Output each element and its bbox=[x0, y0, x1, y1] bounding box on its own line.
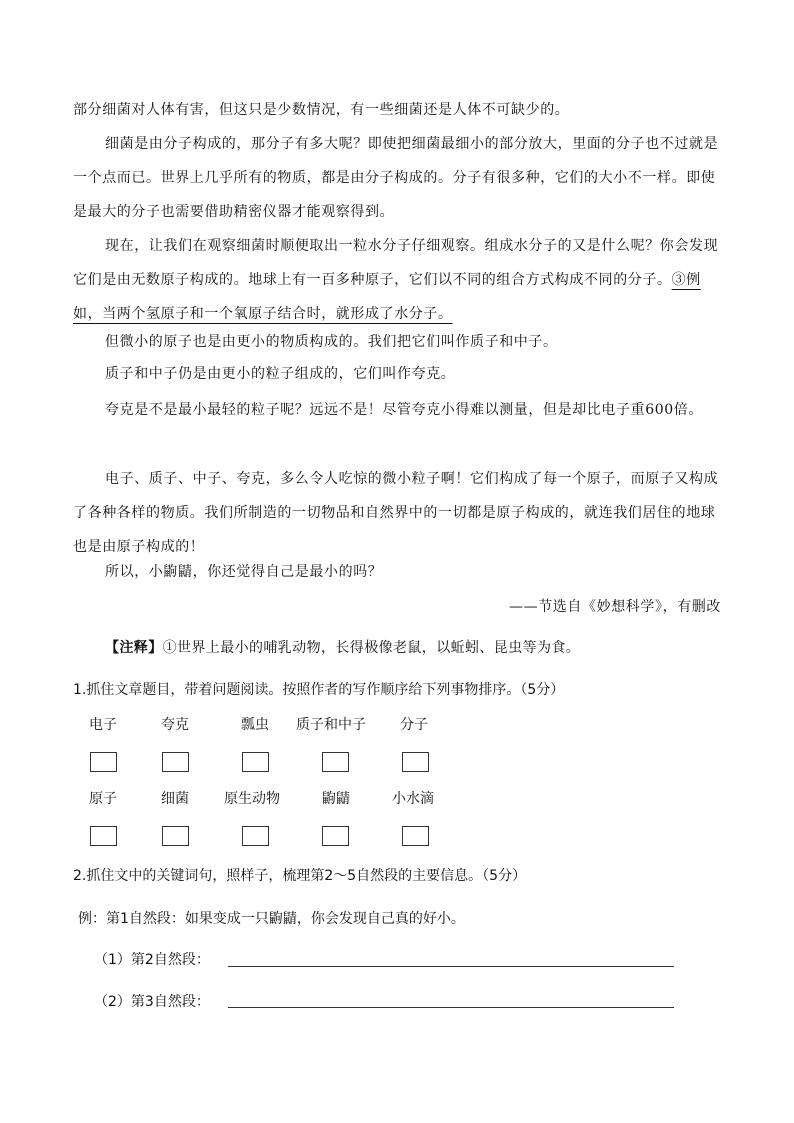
q1-word: 原生动物 bbox=[224, 791, 280, 807]
q1-order-box[interactable] bbox=[402, 826, 429, 846]
q1-word: 质子和中子 bbox=[296, 717, 366, 733]
question-2-item-1-answer-line[interactable] bbox=[228, 965, 674, 967]
note-text: ①世界上最小的哺乳动物，长得极像老鼠，以蚯蚓、昆虫等为食。 bbox=[162, 640, 581, 656]
question-2-text: 2.抓住文中的关键词句，照样子，梳理第2～5自然段的主要信息。（5分） bbox=[73, 868, 527, 884]
passage-paragraph-7: 电子、质子、中子、夸克，多么令人吃惊的微小粒子啊！它们构成了每一个原子，而原子又构成了各种各样的物质。我们所制造的一切物品和自然界中的一切都是原子构成的，就连我们居住的地球也是由原子构成的！ bbox=[73, 471, 719, 555]
paragraph-3-text: 现在，让我们在观察细菌时顺便取出一粒水分子仔细观察。组成水分子的又是什么呢？你会发现它们是由无数原子构成的。地球上有一百多种原子，它们以不同的组合方式构成不同的分子。 bbox=[73, 238, 719, 288]
passage-paragraph-8: 所以，小鼩鼱，你还觉得自己是最小的吗？ bbox=[105, 564, 383, 580]
question-2-example: 例：第1自然段：如果变成一只鼩鼱，你会发现自己真的好小。 bbox=[78, 911, 465, 927]
q1-order-box[interactable] bbox=[162, 826, 189, 846]
q1-word: 原子 bbox=[89, 791, 117, 807]
q1-word: 瓢虫 bbox=[241, 717, 269, 733]
passage-paragraph-4: 但微小的原子也是由更小的物质构成的。我们把它们叫作质子和中子。 bbox=[105, 334, 558, 350]
q1-word: 夸克 bbox=[161, 717, 189, 733]
q1-order-box[interactable] bbox=[242, 826, 269, 846]
passage-paragraph-1: 部分细菌对人体有害，但这只是少数情况，有一些细菌还是人体不可缺少的。 bbox=[73, 102, 570, 118]
q1-order-box[interactable] bbox=[162, 752, 189, 772]
q1-word: 电子 bbox=[89, 717, 117, 733]
note-label: 【注释】 bbox=[105, 640, 163, 656]
q1-word: 鼩鼱 bbox=[322, 791, 350, 807]
annotation-note bbox=[105, 631, 580, 665]
q1-order-box[interactable] bbox=[90, 752, 117, 772]
q1-order-box[interactable] bbox=[322, 752, 349, 772]
question-1-text: 1.抓住文章题目，带着问题阅读。按照作者的写作顺序给下列事物排序。（5分） bbox=[73, 682, 565, 698]
passage-source: ——节选自《妙想科学》，有删改 bbox=[509, 599, 721, 615]
question-2-item-2-answer-line[interactable] bbox=[228, 1006, 674, 1008]
q1-order-box[interactable] bbox=[322, 826, 349, 846]
passage-paragraph-3 bbox=[73, 229, 721, 331]
q1-order-box[interactable] bbox=[402, 752, 429, 772]
q1-order-box[interactable] bbox=[90, 826, 117, 846]
q1-word: 小水滴 bbox=[392, 791, 434, 807]
q1-order-box[interactable] bbox=[242, 752, 269, 772]
passage-paragraph-5: 质子和中子仍是由更小的粒子组成的，它们叫作夸克。 bbox=[105, 366, 456, 382]
question-2-item-2-label: （2）第3自然段： bbox=[94, 994, 210, 1010]
question-2-item-1-label: （1）第2自然段： bbox=[94, 952, 210, 968]
paragraph-3-underlined-sentence: ③例如，当两个氢原子和一个氧原子结合时，就形成了水分子。 bbox=[73, 272, 701, 322]
q1-word: 分子 bbox=[400, 717, 428, 733]
passage-paragraph-6: 夸克是不是最小最轻的粒子呢？远远不是！尽管夸克小得难以测量，但是却比电子重600倍。 bbox=[105, 402, 703, 418]
passage-paragraph-2: 细菌是由分子构成的，那分子有多大呢？即使把细菌最细小的部分放大，里面的分子也不过就是一个点而已。世界上几乎所有的物质，都是由分子构成的。分子有很多种，它们的大小不一样。即使是最大的分子也需要借助精密仪器才能观察得到。 bbox=[73, 136, 719, 220]
q1-word: 细菌 bbox=[161, 791, 189, 807]
